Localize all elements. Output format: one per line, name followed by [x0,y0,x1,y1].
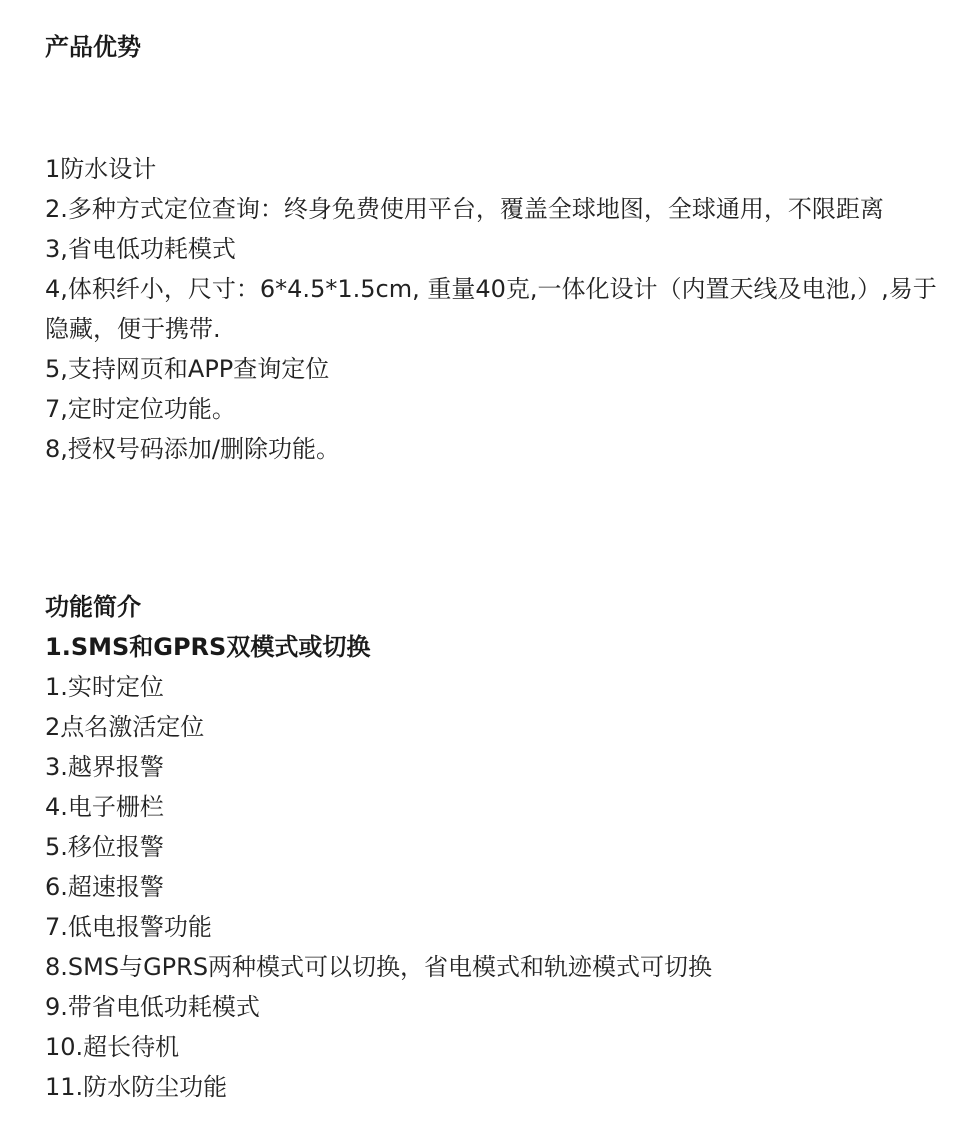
advantage-item: 7,定时定位功能。 [45,395,236,423]
features-section [45,587,945,1107]
feature-item: 10.超长待机 [45,1033,180,1061]
advantage-item: 8,授权号码添加/删除功能。 [45,435,340,463]
features-title: 功能简介 [45,593,141,621]
feature-item: 11.防水防尘功能 [45,1073,228,1101]
features-subtitle: 1.SMS和GPRS双模式或切换 [45,633,371,661]
advantage-item: 4,体积纤小，尺寸：6*4.5*1.5cm, 重量40克,一体化设计（内置天线及电池,）,易于隐藏，便于携带. [45,275,937,343]
feature-item: 1.实时定位 [45,673,164,701]
feature-item: 2点名激活定位 [45,713,205,741]
advantage-item: 1防水设计 [45,155,157,183]
advantages-list [45,149,945,469]
advantage-item: 5,支持网页和APP查询定位 [45,355,330,383]
feature-item: 5.移位报警 [45,833,164,861]
advantages-title: 产品优势 [45,33,141,61]
feature-item: 3.越界报警 [45,753,164,781]
feature-item: 6.超速报警 [45,873,164,901]
advantages-heading-block [45,27,945,67]
feature-item: 9.带省电低功耗模式 [45,993,260,1021]
feature-item: 4.电子栅栏 [45,793,164,821]
feature-item: 7.低电报警功能 [45,913,212,941]
advantage-item: 2.多种方式定位查询：终身免费使用平台，覆盖全球地图，全球通用，不限距离 [45,195,884,223]
feature-item: 8.SMS与GPRS两种模式可以切换，省电模式和轨迹模式可切换 [45,953,713,981]
advantage-item: 3,省电低功耗模式 [45,235,236,263]
